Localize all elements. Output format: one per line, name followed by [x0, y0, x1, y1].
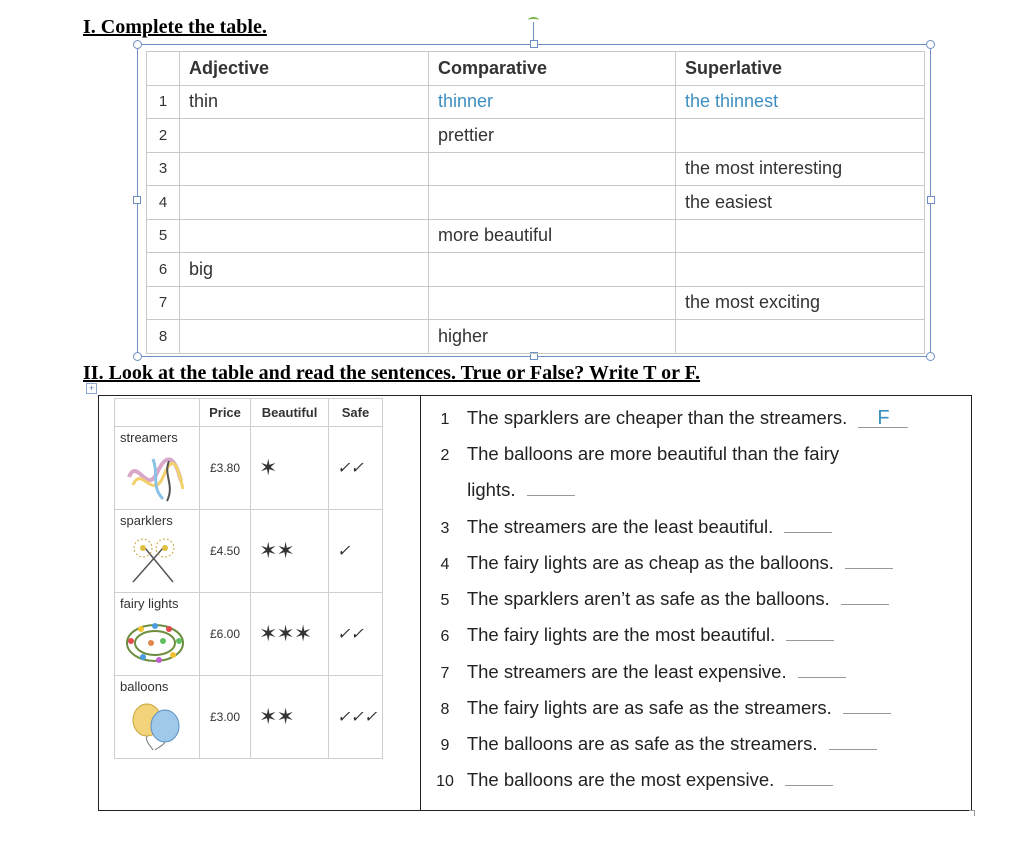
- party-items-table: [114, 398, 383, 759]
- sentence-number: 3: [440, 520, 450, 537]
- sentence-number: 1: [440, 411, 450, 428]
- section2-title: II. Look at the table and read the sentences. True or False? Write T or F.: [83, 362, 701, 384]
- sentence-text: The balloons are more beautiful than the fairy: [466, 443, 840, 464]
- item-name: fairy lights: [120, 596, 179, 611]
- table-move-icon[interactable]: +: [86, 383, 97, 394]
- header-cell-num: [147, 52, 180, 86]
- sentence-text: The fairy lights are the most beautiful.: [466, 624, 776, 645]
- sentence-number: 10: [436, 773, 454, 790]
- comparative-cell[interactable]: [429, 286, 676, 320]
- sentence-text: The balloons are the most expensive.: [466, 769, 775, 790]
- sentence-6: [428, 624, 834, 646]
- sentence-number: 2: [440, 447, 450, 464]
- answer-field[interactable]: [829, 736, 877, 750]
- sentence-2-cont: [428, 479, 575, 501]
- beautiful-rating: ✶✶: [251, 510, 329, 593]
- item-name: balloons: [120, 679, 169, 694]
- sparklers-icon: [123, 534, 189, 586]
- table-row: [147, 219, 925, 253]
- beautiful-rating: ✶✶✶: [251, 593, 329, 676]
- superlative-cell[interactable]: the most interesting: [676, 152, 925, 186]
- superlative-cell[interactable]: [676, 119, 925, 153]
- row-number: 2: [147, 119, 180, 153]
- sentence-text: The fairy lights are as cheap as the balloons.: [466, 552, 834, 573]
- answer-field[interactable]: [841, 591, 889, 605]
- item-name: streamers: [120, 430, 178, 445]
- section1-title: I. Complete the table.: [83, 16, 267, 38]
- sentence-number: 9: [440, 737, 450, 754]
- sentence-3: [428, 516, 832, 538]
- beautiful-rating: ✶: [251, 427, 329, 510]
- superlative-cell[interactable]: [676, 219, 925, 253]
- sentence-9: [428, 733, 877, 755]
- table-header-row: [147, 52, 925, 86]
- answer-field[interactable]: F: [858, 409, 908, 428]
- resize-handle-top-right[interactable]: [926, 40, 935, 49]
- sentence-number: 4: [440, 556, 450, 573]
- table-row: [147, 286, 925, 320]
- table-row: [147, 85, 925, 119]
- row-number: 5: [147, 219, 180, 253]
- adjective-cell[interactable]: [180, 186, 429, 220]
- sentence-7: [428, 661, 846, 683]
- answer-field[interactable]: [845, 555, 893, 569]
- row-number: 8: [147, 320, 180, 354]
- comparative-cell[interactable]: [429, 186, 676, 220]
- item-name: sparklers: [120, 513, 173, 528]
- table-row: [147, 119, 925, 153]
- row-number: 4: [147, 186, 180, 220]
- header-cell-safe: Safe: [329, 399, 383, 427]
- row-number: 7: [147, 286, 180, 320]
- balloons-icon: [123, 700, 189, 752]
- table-row: [115, 510, 383, 593]
- section2-divider: [420, 395, 421, 811]
- sentence-number: 7: [440, 665, 450, 682]
- resize-handle-top-left[interactable]: [133, 40, 142, 49]
- adjective-cell[interactable]: [180, 320, 429, 354]
- superlative-cell[interactable]: the easiest: [676, 186, 925, 220]
- header-cell-beautiful: Beautiful: [251, 399, 329, 427]
- sentence-text-cont: lights.: [467, 479, 516, 500]
- rotate-stem: [533, 22, 534, 42]
- sentence-10: [428, 769, 833, 791]
- sentence-text: The fairy lights are as safe as the streamers.: [466, 697, 832, 718]
- comparative-cell[interactable]: thinner: [429, 85, 676, 119]
- sentence-text: The sparklers are cheaper than the streamers.: [466, 407, 848, 428]
- safe-rating: ✓✓: [329, 427, 383, 510]
- corner-mark: [969, 810, 975, 816]
- beautiful-rating: ✶✶: [251, 676, 329, 759]
- answer-field[interactable]: [527, 482, 575, 496]
- sentence-text: The balloons are as safe as the streamers.: [466, 733, 818, 754]
- superlative-cell[interactable]: the most exciting: [676, 286, 925, 320]
- adjective-cell[interactable]: big: [180, 253, 429, 287]
- table-row: [115, 593, 383, 676]
- answer-field[interactable]: [785, 772, 833, 786]
- adjective-cell[interactable]: [180, 152, 429, 186]
- header-cell-superlative: Superlative: [676, 52, 925, 86]
- sentence-text: The streamers are the least expensive.: [466, 661, 787, 682]
- adjective-cell[interactable]: [180, 119, 429, 153]
- resize-handle-left[interactable]: [133, 196, 141, 204]
- header-cell-item: [115, 399, 200, 427]
- price-cell: £4.50: [200, 510, 251, 593]
- sentence-2: [428, 443, 839, 465]
- row-number: 3: [147, 152, 180, 186]
- resize-handle-top[interactable]: [530, 40, 538, 48]
- answer-field[interactable]: [798, 664, 846, 678]
- sentence-text: The streamers are the least beautiful.: [466, 516, 774, 537]
- answer-field[interactable]: [784, 519, 832, 533]
- comparative-cell[interactable]: [429, 253, 676, 287]
- table-row: [147, 186, 925, 220]
- sentence-number: 8: [440, 701, 450, 718]
- sentence-8: [428, 697, 891, 719]
- comparative-cell[interactable]: [429, 152, 676, 186]
- comparison-table: [146, 51, 925, 354]
- resize-handle-bottom-left[interactable]: [133, 352, 142, 361]
- superlative-cell[interactable]: the thinnest: [676, 85, 925, 119]
- safe-rating: ✓✓: [329, 593, 383, 676]
- answer-field[interactable]: [786, 627, 834, 641]
- sentence-text: The sparklers aren’t as safe as the balloons.: [466, 588, 830, 609]
- superlative-cell[interactable]: [676, 320, 925, 354]
- row-number: 6: [147, 253, 180, 287]
- resize-handle-right[interactable]: [927, 196, 935, 204]
- table-row: [115, 427, 383, 510]
- sentence-5: [428, 588, 889, 610]
- table-header-row: [115, 399, 383, 427]
- table-row: [147, 152, 925, 186]
- comparative-cell[interactable]: higher: [429, 320, 676, 354]
- adjective-cell[interactable]: [180, 286, 429, 320]
- adjective-cell[interactable]: thin: [180, 85, 429, 119]
- table-row: [147, 253, 925, 287]
- comparative-cell[interactable]: prettier: [429, 119, 676, 153]
- sentence-1: [428, 407, 908, 429]
- header-cell-price: Price: [200, 399, 251, 427]
- header-cell-comparative: Comparative: [429, 52, 676, 86]
- safe-rating: ✓: [329, 510, 383, 593]
- answer-field[interactable]: [843, 700, 891, 714]
- price-cell: £3.00: [200, 676, 251, 759]
- table-row: [147, 320, 925, 354]
- row-number: 1: [147, 85, 180, 119]
- header-cell-adjective: Adjective: [180, 52, 429, 86]
- price-cell: £3.80: [200, 427, 251, 510]
- streamers-icon: [123, 451, 189, 503]
- price-cell: £6.00: [200, 593, 251, 676]
- resize-handle-bottom-right[interactable]: [926, 352, 935, 361]
- safe-rating: ✓✓✓: [329, 676, 383, 759]
- sentence-number: 5: [440, 592, 450, 609]
- comparative-cell[interactable]: more beautiful: [429, 219, 676, 253]
- sentence-4: [428, 552, 893, 574]
- fairy-lights-icon: [123, 617, 189, 669]
- sentence-number: 6: [440, 628, 450, 645]
- adjective-cell[interactable]: [180, 219, 429, 253]
- table-row: [115, 676, 383, 759]
- superlative-cell[interactable]: [676, 253, 925, 287]
